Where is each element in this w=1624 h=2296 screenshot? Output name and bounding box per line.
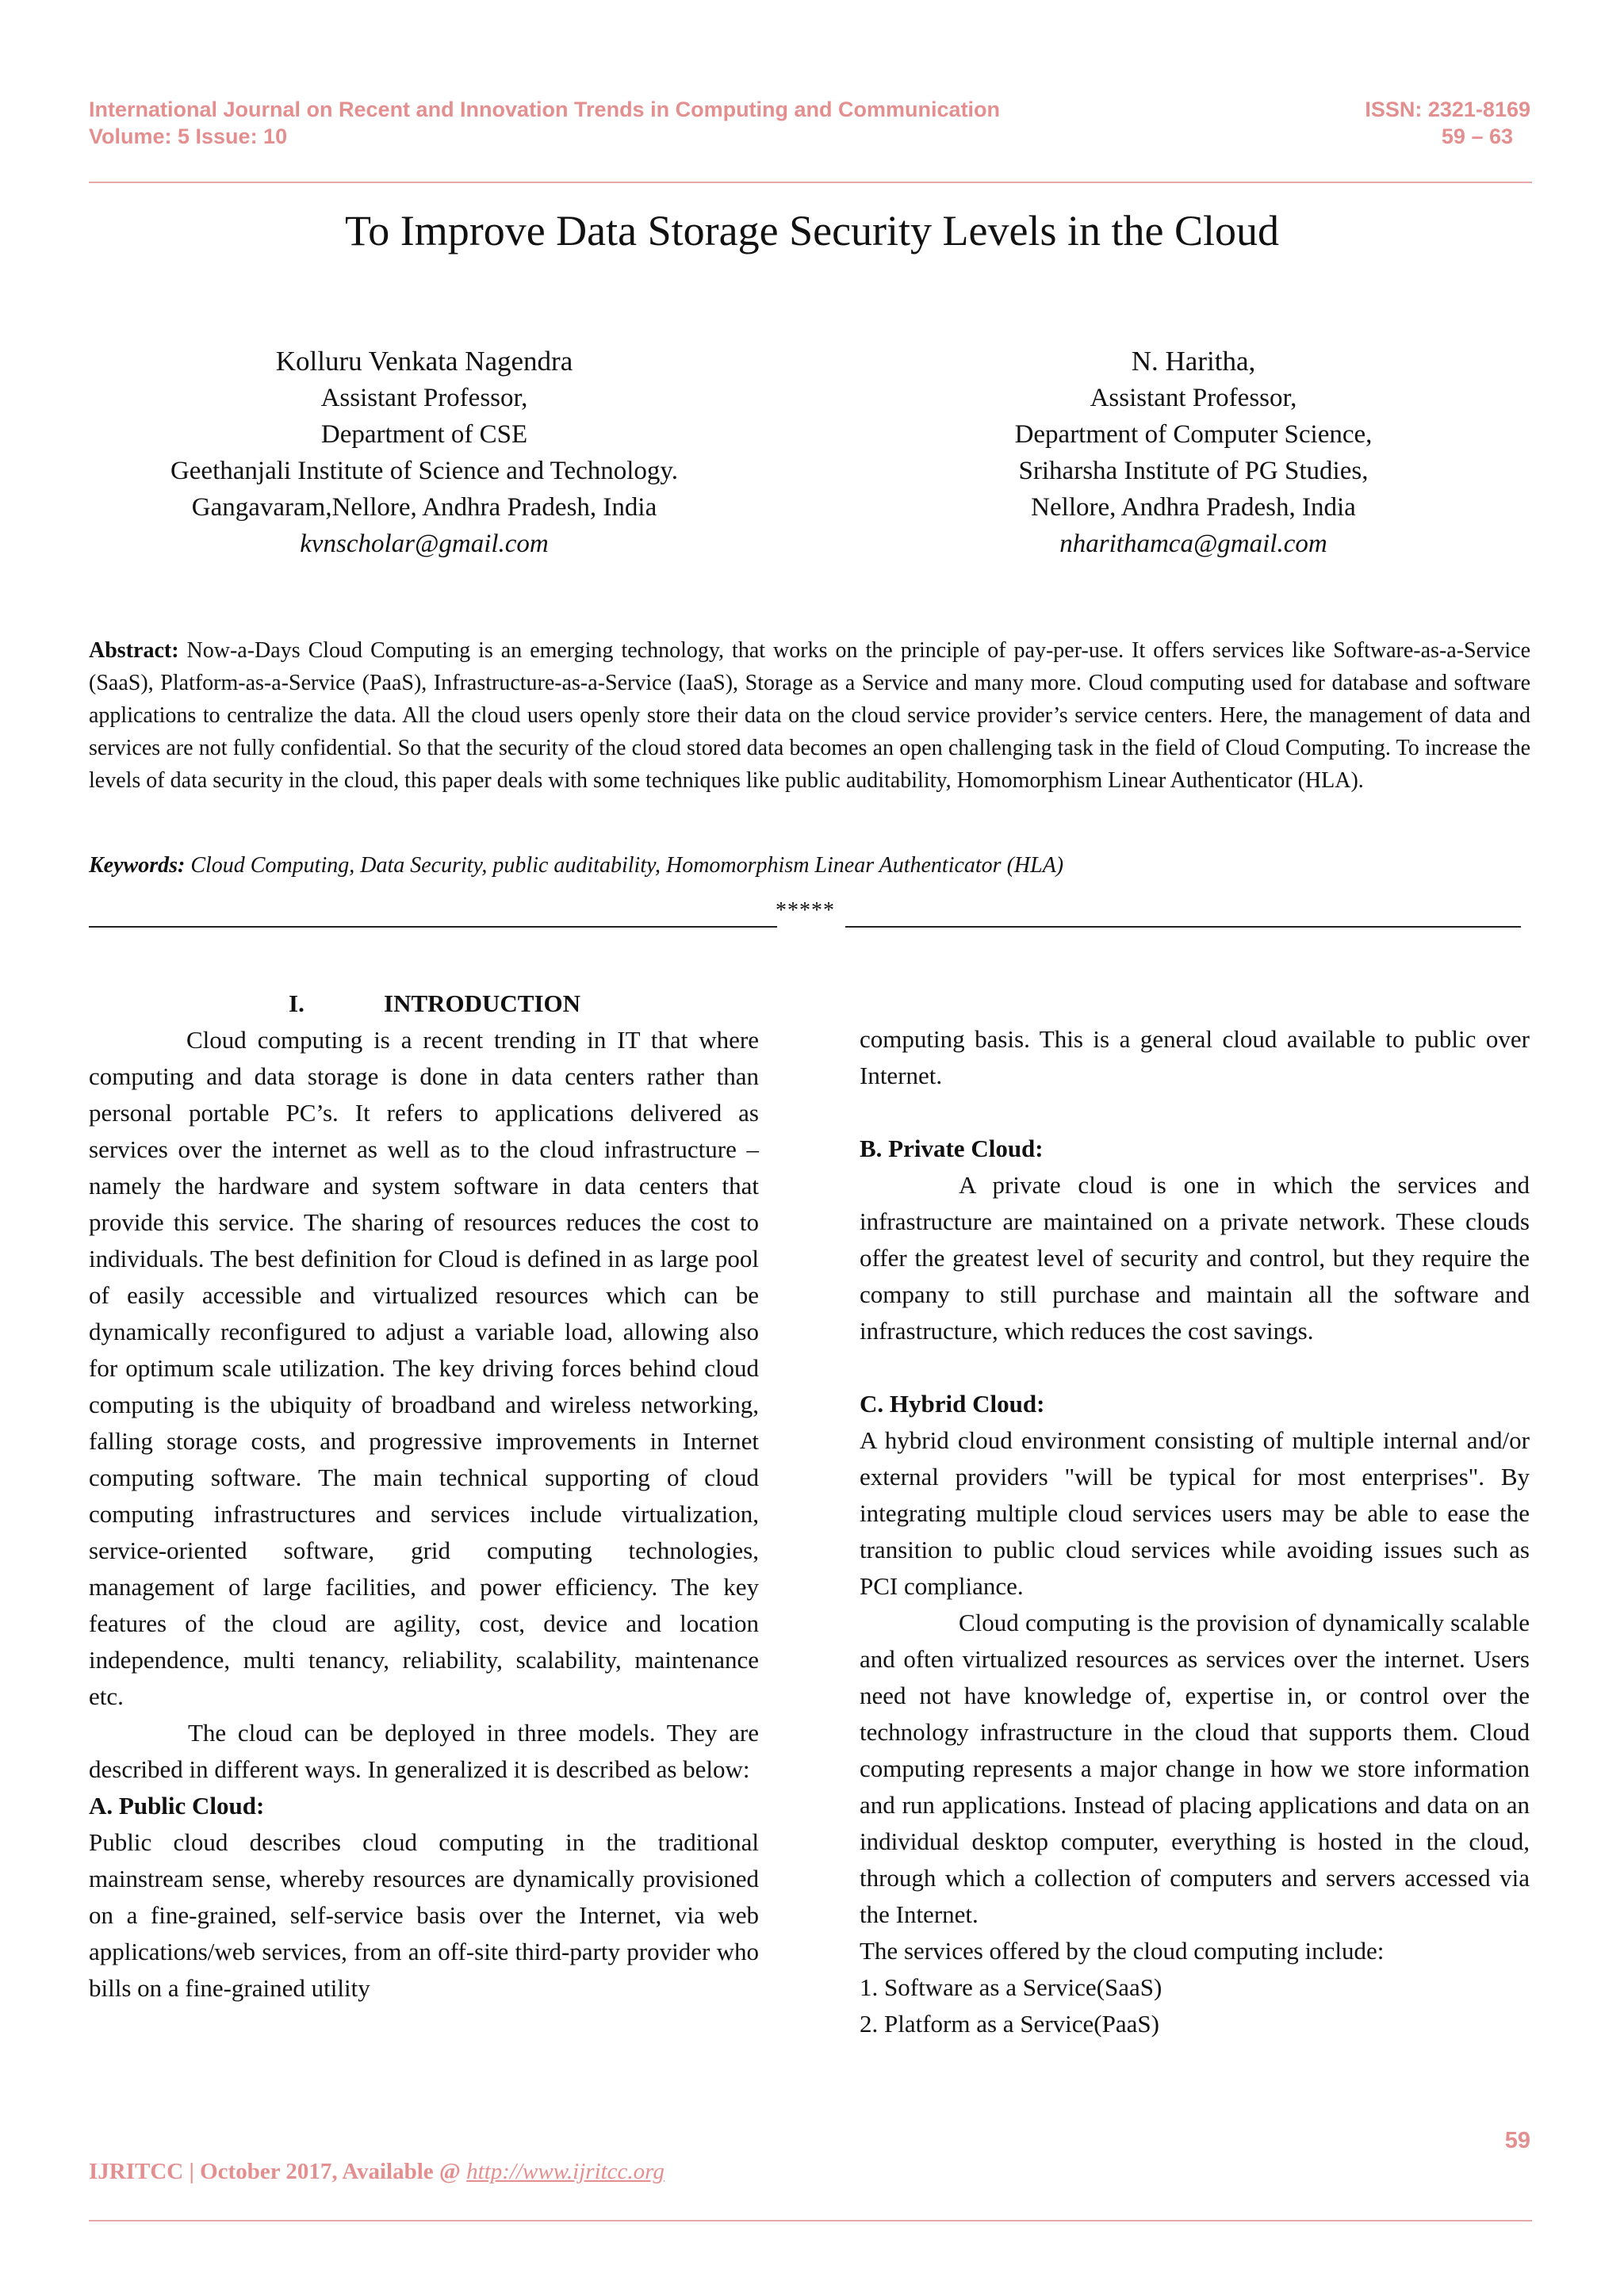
author-role: Assistant Professor, — [320, 384, 528, 412]
footer — [89, 2159, 665, 2185]
author-block-2 — [837, 343, 1550, 562]
author-email[interactable]: kvnscholar@gmail.com — [300, 530, 549, 558]
author-dept: Department of CSE — [320, 420, 528, 449]
journal-volume: Volume: 5 Issue: 10 — [89, 124, 288, 148]
author-role: Assistant Professor, — [1090, 384, 1297, 412]
hybrid-cloud-heading: C. Hybrid Cloud: — [860, 1390, 1045, 1418]
author-dept: Department of Computer Science, — [1014, 420, 1373, 449]
intro-paragraph-2: The cloud can be deployed in three models. They are described in different ways. In generalized it is described as below: — [89, 1719, 759, 1783]
footer-text: IJRITCC | October 2017, Available @ — [89, 2159, 467, 2184]
separator-line-right — [845, 926, 1521, 928]
author-name: Kolluru Venkata Nagendra — [275, 346, 573, 377]
service-item: 2. Platform as a Service(PaaS) — [860, 2010, 1159, 2038]
author-location: Nellore, Andhra Pradesh, India — [1031, 493, 1356, 522]
abstract-text: Now-a-Days Cloud Computing is an emerging technology, that works on the principle of pay-per-use. It offers services like Software-as-a-Service (SaaS), Platform-as-a-Service (PaaS), Infrastructure-as-a-Service (IaaS), Storage as a Service and many more. Cloud computing used for database and software applications to centralize the data. All the cloud users openly store their data on the cloud service provider’s service centers. Here, the management of data and services are not fully confidential. So that the security of the cloud stored data becomes an open challenging task in the field of Cloud Computing. To increase the levels of data security in the cloud, this paper deals with some techniques like public auditability, Homomorphism Linear Authenticator (HLA). — [89, 638, 1530, 793]
keywords-label: Keywords: — [89, 853, 186, 878]
section-number: I. — [289, 989, 304, 1017]
journal-pages: 59 – 63 — [1441, 124, 1513, 148]
author-email[interactable]: nharithamca@gmail.com — [1059, 530, 1327, 558]
keywords-text: Cloud Computing, Data Security, public auditability, Homomorphism Linear Authenticator (HLA) — [185, 853, 1064, 878]
author-block-1 — [67, 343, 781, 562]
separator-stars: ***** — [776, 898, 835, 923]
abstract-label: Abstract: — [89, 638, 179, 663]
separator-line-left — [89, 926, 777, 928]
author-name: N. Haritha, — [1131, 346, 1256, 377]
hybrid-cloud-text: A hybrid cloud environment consisting of multiple internal and/or external providers "will be typical for most enterprises". By integrating multiple cloud services users may be able to ease the transition to public cloud services while avoiding issues such as PCI compliance. — [860, 1426, 1530, 1600]
author-location: Gangavaram,Nellore, Andhra Pradesh, India — [191, 493, 657, 522]
service-item: 1. Software as a Service(SaaS) — [860, 1973, 1162, 2001]
private-cloud-heading: B. Private Cloud: — [860, 1135, 1044, 1162]
journal-issn: ISSN: 2321-8169 — [1365, 98, 1530, 121]
footer-link[interactable]: http://www.ijritcc.org — [466, 2159, 665, 2184]
page-number: 59 — [1504, 2128, 1530, 2153]
header-rule — [89, 182, 1532, 183]
public-cloud-text-cont: computing basis. This is a general cloud available to public over Internet. — [860, 1025, 1530, 1089]
public-cloud-text: Public cloud describes cloud computing in the traditional mainstream sense, whereby resources are dynamically provisioned on a fine-grained, self-service basis over the Internet, via web applications/web services, from an off-site third-party provider who bills on a fine-grained utility — [89, 1828, 759, 2002]
hybrid-cloud-paragraph-2: Cloud computing is the provision of dynamically scalable and often virtualized resources as services over the internet. Users need not have knowledge of, expertise in, or control over the technology infrastructure in the cloud that supports them. Cloud computing represents a major change in how we store information and run applications. Instead of placing applications and data on an individual desktop computer, everything is hosted in the cloud, through which a collection of computers and servers accessed via the Internet. — [860, 1609, 1530, 1928]
services-intro: The services offered by the cloud computing include: — [860, 1937, 1385, 1965]
author-institute: Geethanjali Institute of Science and Technology. — [170, 457, 679, 485]
journal-header — [89, 96, 1000, 150]
keywords — [89, 849, 1530, 882]
footer-rule — [89, 2220, 1532, 2221]
abstract — [89, 634, 1530, 797]
section-heading — [89, 985, 759, 1022]
public-cloud-heading: A. Public Cloud: — [89, 1792, 265, 1820]
journal-issn-block — [1365, 96, 1530, 150]
intro-paragraph-1: Cloud computing is a recent trending in IT that where computing and data storage is done in data centers rather than personal portable PC’s. It refers to applications delivered as services over the internet as well as to the cloud infrastructure – namely the hardware and system software in data centers that provide this service. The sharing of resources reduces the cost to individuals. The best definition for Cloud is defined in as large pool of easily accessible and virtualized resources which can be dynamically reconfigured to adjust a variable load, allowing also for optimum scale utilization. The key driving forces behind cloud computing is the ubiquity of broadband and wireless networking, falling storage costs, and progressive improvements in Internet computing software. The main technical supporting of cloud computing infrastructures and services include virtualization, service-oriented software, grid computing technologies, management of large facilities, and power efficiency. The key features of the cloud are agility, cost, device and location independence, multi tenancy, reliability, scalability, maintenance etc. — [89, 1026, 759, 1710]
private-cloud-text: A private cloud is one in which the services and infrastructure are maintained on a private network. These clouds offer the greatest level of security and control, but they require the company to still purchase and maintain all the software and infrastructure, which reduces the cost savings. — [860, 1171, 1530, 1345]
column-right — [860, 1021, 1530, 2042]
section-title: INTRODUCTION — [384, 989, 581, 1017]
paper-title: To Improve Data Storage Security Levels in the Cloud — [345, 207, 1279, 254]
column-left — [89, 985, 759, 2007]
journal-name: International Journal on Recent and Innovation Trends in Computing and Communication — [89, 98, 1001, 121]
author-institute: Sriharsha Institute of PG Studies, — [1018, 457, 1369, 485]
